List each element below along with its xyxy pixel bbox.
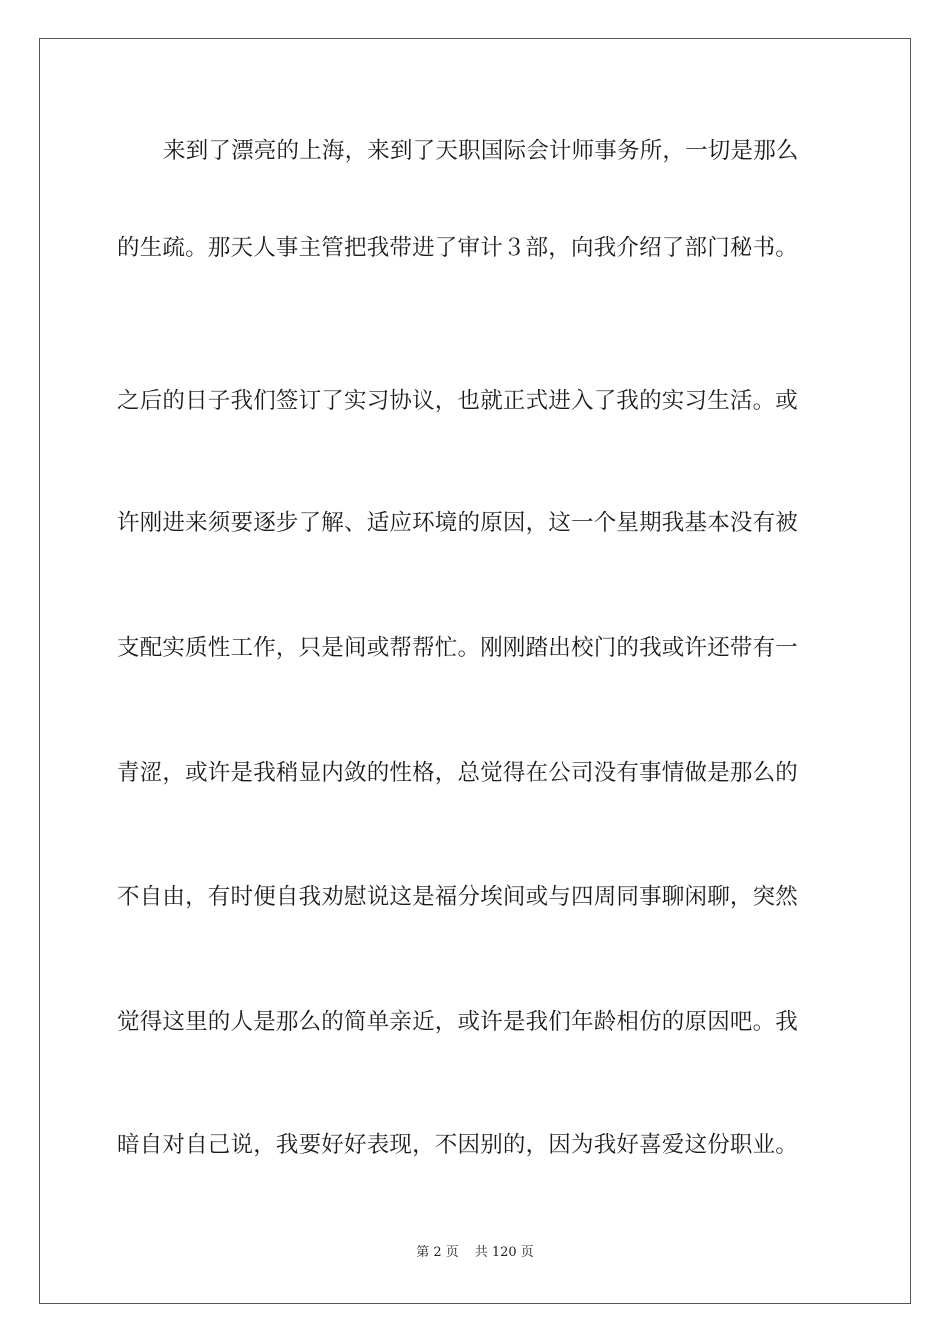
page-footer bbox=[0, 1244, 950, 1262]
paragraph-line: 之后的日子我们签订了实习协议，也就正式进入了我的实习生活。或 bbox=[117, 388, 799, 414]
paragraph-line: 暗自对自己说，我要好好表现，不因别的，因为我好喜爱这份职业。 bbox=[117, 1132, 799, 1158]
paragraph-line: 青涩，或许是我稍显内敛的性格，总觉得在公司没有事情做是那么的 bbox=[117, 760, 799, 786]
paragraph-line: 许刚进来须要逐步了解、适应环境的原因，这一个星期我基本没有被 bbox=[117, 510, 799, 536]
paragraph-line: 的生疏。那天人事主管把我带进了审计３部，向我介绍了部门秘书。 bbox=[117, 235, 799, 261]
paragraph-line: 觉得这里的人是那么的简单亲近，或许是我们年龄相仿的原因吧。我 bbox=[117, 1009, 799, 1035]
paragraph-line: 支配实质性工作，只是间或帮帮忙。刚刚踏出校门的我或许还带有一 bbox=[117, 635, 799, 661]
page-number: 第 2 页 bbox=[416, 1245, 459, 1260]
total-pages: 共 120 页 bbox=[474, 1245, 534, 1260]
page-border bbox=[39, 38, 911, 1304]
paragraph-line: 来到了漂亮的上海，来到了天职国际会计师事务所，一切是那么 bbox=[163, 138, 799, 164]
paragraph-line: 不自由，有时便自我劝慰说这是福分埃间或与四周同事聊闲聊，突然 bbox=[117, 884, 799, 910]
